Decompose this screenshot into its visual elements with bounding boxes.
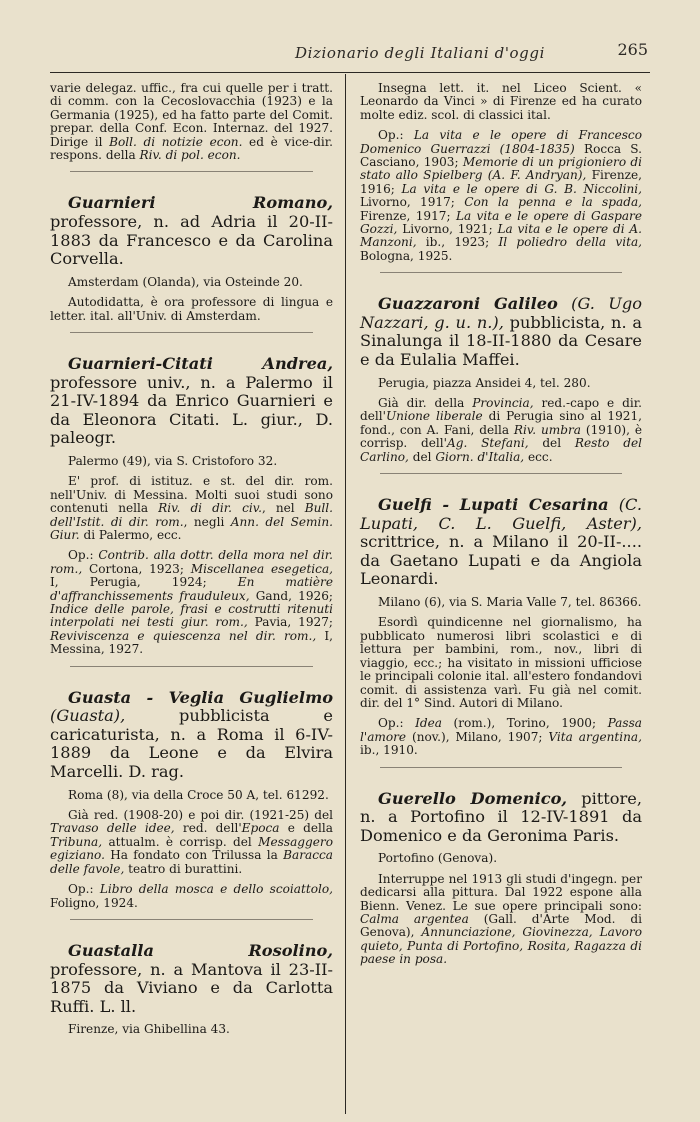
- entry-address: Palermo (49), via S. Cristoforo 32.: [68, 454, 278, 468]
- entry-biography: Esordì quindicenne nel giornalismo, ha pubblicato numerosi libri scolastici e di lettura per bambini, rom., nov., libri di viaggio, ecc.; ha visitato in missioni ufficiose le principali colonie ital. all'estero fondandovi comit. di assistenza varì. Fu già nel comit. dir. del 1° Sind. Autori di Milano.: [360, 615, 642, 710]
- entry-separator: [70, 666, 313, 677]
- entry-heading: Guazzaroni Galileo (G. Ugo Nazzari, g. u. n.), pubblicista, n. a Sinalunga il 18-II-1880 da Cesare e da Eulalia Maffei.: [360, 294, 642, 370]
- entry-separator: [380, 767, 622, 778]
- entry-address: Firenze, via Ghibellina 43.: [68, 1022, 230, 1037]
- right-column: [360, 82, 642, 967]
- entry-name: Guazzaroni Galileo: [378, 294, 558, 314]
- page-header: [50, 36, 650, 66]
- continued-entry: varie delegaz. uffic., fra cui quelle per i tratt. di comm. con la Cecoslovacchia (1923) e la Germania (1925), ed ha fatto parte del Comit. prepar. della Conf. Econ. Internaz. del 1927. Dirige il Boll. di notizie econ. ed è vice-dir. respons. della Riv. di pol. econ.: [50, 81, 333, 163]
- entry-heading: Guerello Domenico, pittore, n. a Portofino il 12-IV-1891 da Domenico e da Geronima Paris.: [360, 788, 643, 845]
- entry-biography: Interruppe nel 1913 gli studi d'ingegn. per dedicarsi alla pittura. Dal 1922 espone alla Bienn. Venez. Le sue opere principali sono: Calma argentea (Gall. d'Arte Mod. di Genova), Annunciazione, Giovinezza, Lavoro quieto, Punta di Portofino, Rosita, Ragazza di paese in posa.: [360, 871, 642, 967]
- entry-address: Amsterdam (Olanda), via Osteinde 20.: [68, 274, 303, 289]
- entry-name: Guarnieri-Citati Andrea,: [68, 354, 333, 374]
- entry-separator: [380, 473, 622, 484]
- entry-heading: Guelfi - Lupati Cesarina (C. Lupati, C. L. Guelfi, Aster), scrittrice, n. a Milano il 20-II-.... da Gaetano Lupati e da Angiola Leonardi.: [360, 495, 642, 589]
- column-divider: [345, 74, 346, 1114]
- entry-works: Op.: La vita e le opere di Francesco Domenico Guerrazzi (1804-1835) Rocca S. Casciano, 1903; Memorie di un prigioniero di stato allo Spielberg (A. F. Andryan), Firenze, 1916; La vita e le opere di G. B. Niccolini, Livorno, 1917; Con la penna e la spada, Firenze, 1917; La vita e le opere di Gaspare Gozzi, Livorno, 1921; La vita e le opere di A. Manzoni, ib., 1923; Il poliedro della vita, Bologna, 1925.: [360, 128, 643, 263]
- left-column: [50, 82, 333, 1037]
- entry-name: Guerello Domenico,: [378, 788, 568, 808]
- running-title: Dizionario degli Italiani d'oggi: [295, 44, 545, 62]
- entry-biography: Già red. (1908-20) e poi dir. (1921-25) del Travaso delle idee, red. dell'Epoca e della Tribuna, attualm. è corrisp. del Messaggero egiziano. Ha fondato con Trilussa la Baracca delle favole, teatro di burattini.: [50, 808, 333, 876]
- entry-name: Guelfi - Lupati Cesarina: [378, 495, 609, 515]
- entry-address: Perugia, piazza Ansidei 4, tel. 280.: [378, 375, 591, 390]
- entry-works: Op.: Idea (rom.), Torino, 1900; Passa l'amore (nov.), Milano, 1907; Vita argentina, ib., 1910.: [360, 716, 643, 758]
- entry-address: Portofino (Genova).: [378, 851, 498, 866]
- continued-entry: Insegna lett. it. nel Liceo Scient. « Leonardo da Vinci » di Firenze ed ha curato molte ediz. scol. di classici ital.: [360, 81, 642, 122]
- entry-biography: Autodidatta, è ora professore di lingua e letter. ital. all'Univ. di Amsterdam.: [50, 295, 333, 323]
- entry-separator: [70, 919, 313, 930]
- entry-name: Guasta - Veglia Guglielmo: [68, 687, 333, 707]
- entry-heading: Guastalla Rosolino, professore, n. a Mantova il 23-II-1875 da Viviano e da Carlotta Ruffi. L. ll.: [50, 940, 333, 1016]
- entry-heading: Guarnieri-Citati Andrea, professore univ., n. a Palermo il 21-IV-1894 da Enrico Guarnieri e da Eleonora Citati. L. giur., D. paleogr.: [50, 354, 333, 448]
- header-rule: [50, 72, 650, 73]
- entry-name: Guarnieri Romano,: [68, 193, 333, 213]
- entry-name: Guastalla Rosolino,: [68, 940, 333, 960]
- entry-separator: [70, 171, 313, 182]
- entry-biography: Già dir. della Provincia, red.-capo e dir. dell'Unione liberale di Perugia sino al 1921, fond., con A. Fani, della Riv. umbra (1910), è corrisp. dell'Ag. Stefani, del Resto del Carlino, del Giorn. d'Italia, ecc.: [360, 396, 642, 464]
- entry-heading: Guarnieri Romano, professore, n. ad Adria il 20-II-1883 da Francesco e da Carolina Corvella.: [50, 193, 333, 269]
- entry-address: Milano (6), via S. Maria Valle 7, tel. 86366.: [378, 595, 642, 610]
- entry-biography: E' prof. di istituz. e st. del dir. rom. nell'Univ. di Messina. Molti suoi studi sono contenuti nella Riv. di dir. civ., nel Bull. dell'Istit. di dir. rom., negli Ann. del Semin. Giur. di Palermo, ecc.: [50, 474, 334, 543]
- entry-separator: [70, 332, 313, 343]
- entry-address: Roma (8), via della Croce 50 A, tel. 61292.: [68, 787, 329, 802]
- entry-heading: Guasta - Veglia Guglielmo (Guasta), pubblicista e caricaturista, n. a Roma il 6-IV-1889 da Leone e da Elvira Marcelli. D. rag.: [50, 687, 333, 782]
- entry-works: Op.: Libro della mosca e dello scoiattolo, Foligno, 1924.: [50, 882, 333, 910]
- page-number: 265: [617, 40, 648, 59]
- entry-works: Op.: Contrib. alla dottr. della mora nel dir. rom., Cortona, 1923; Miscellanea esegetica, I, Perugia, 1924; En matière d'affranchissements frauduleux, Gand, 1926; Indice delle parole, frasi e costrutti ritenuti interpolati nei testi giur. rom., Pavia, 1927; Reviviscenza e quiescenza nel dir. rom., I, Messina, 1927.: [50, 548, 334, 657]
- entry-separator: [380, 272, 622, 283]
